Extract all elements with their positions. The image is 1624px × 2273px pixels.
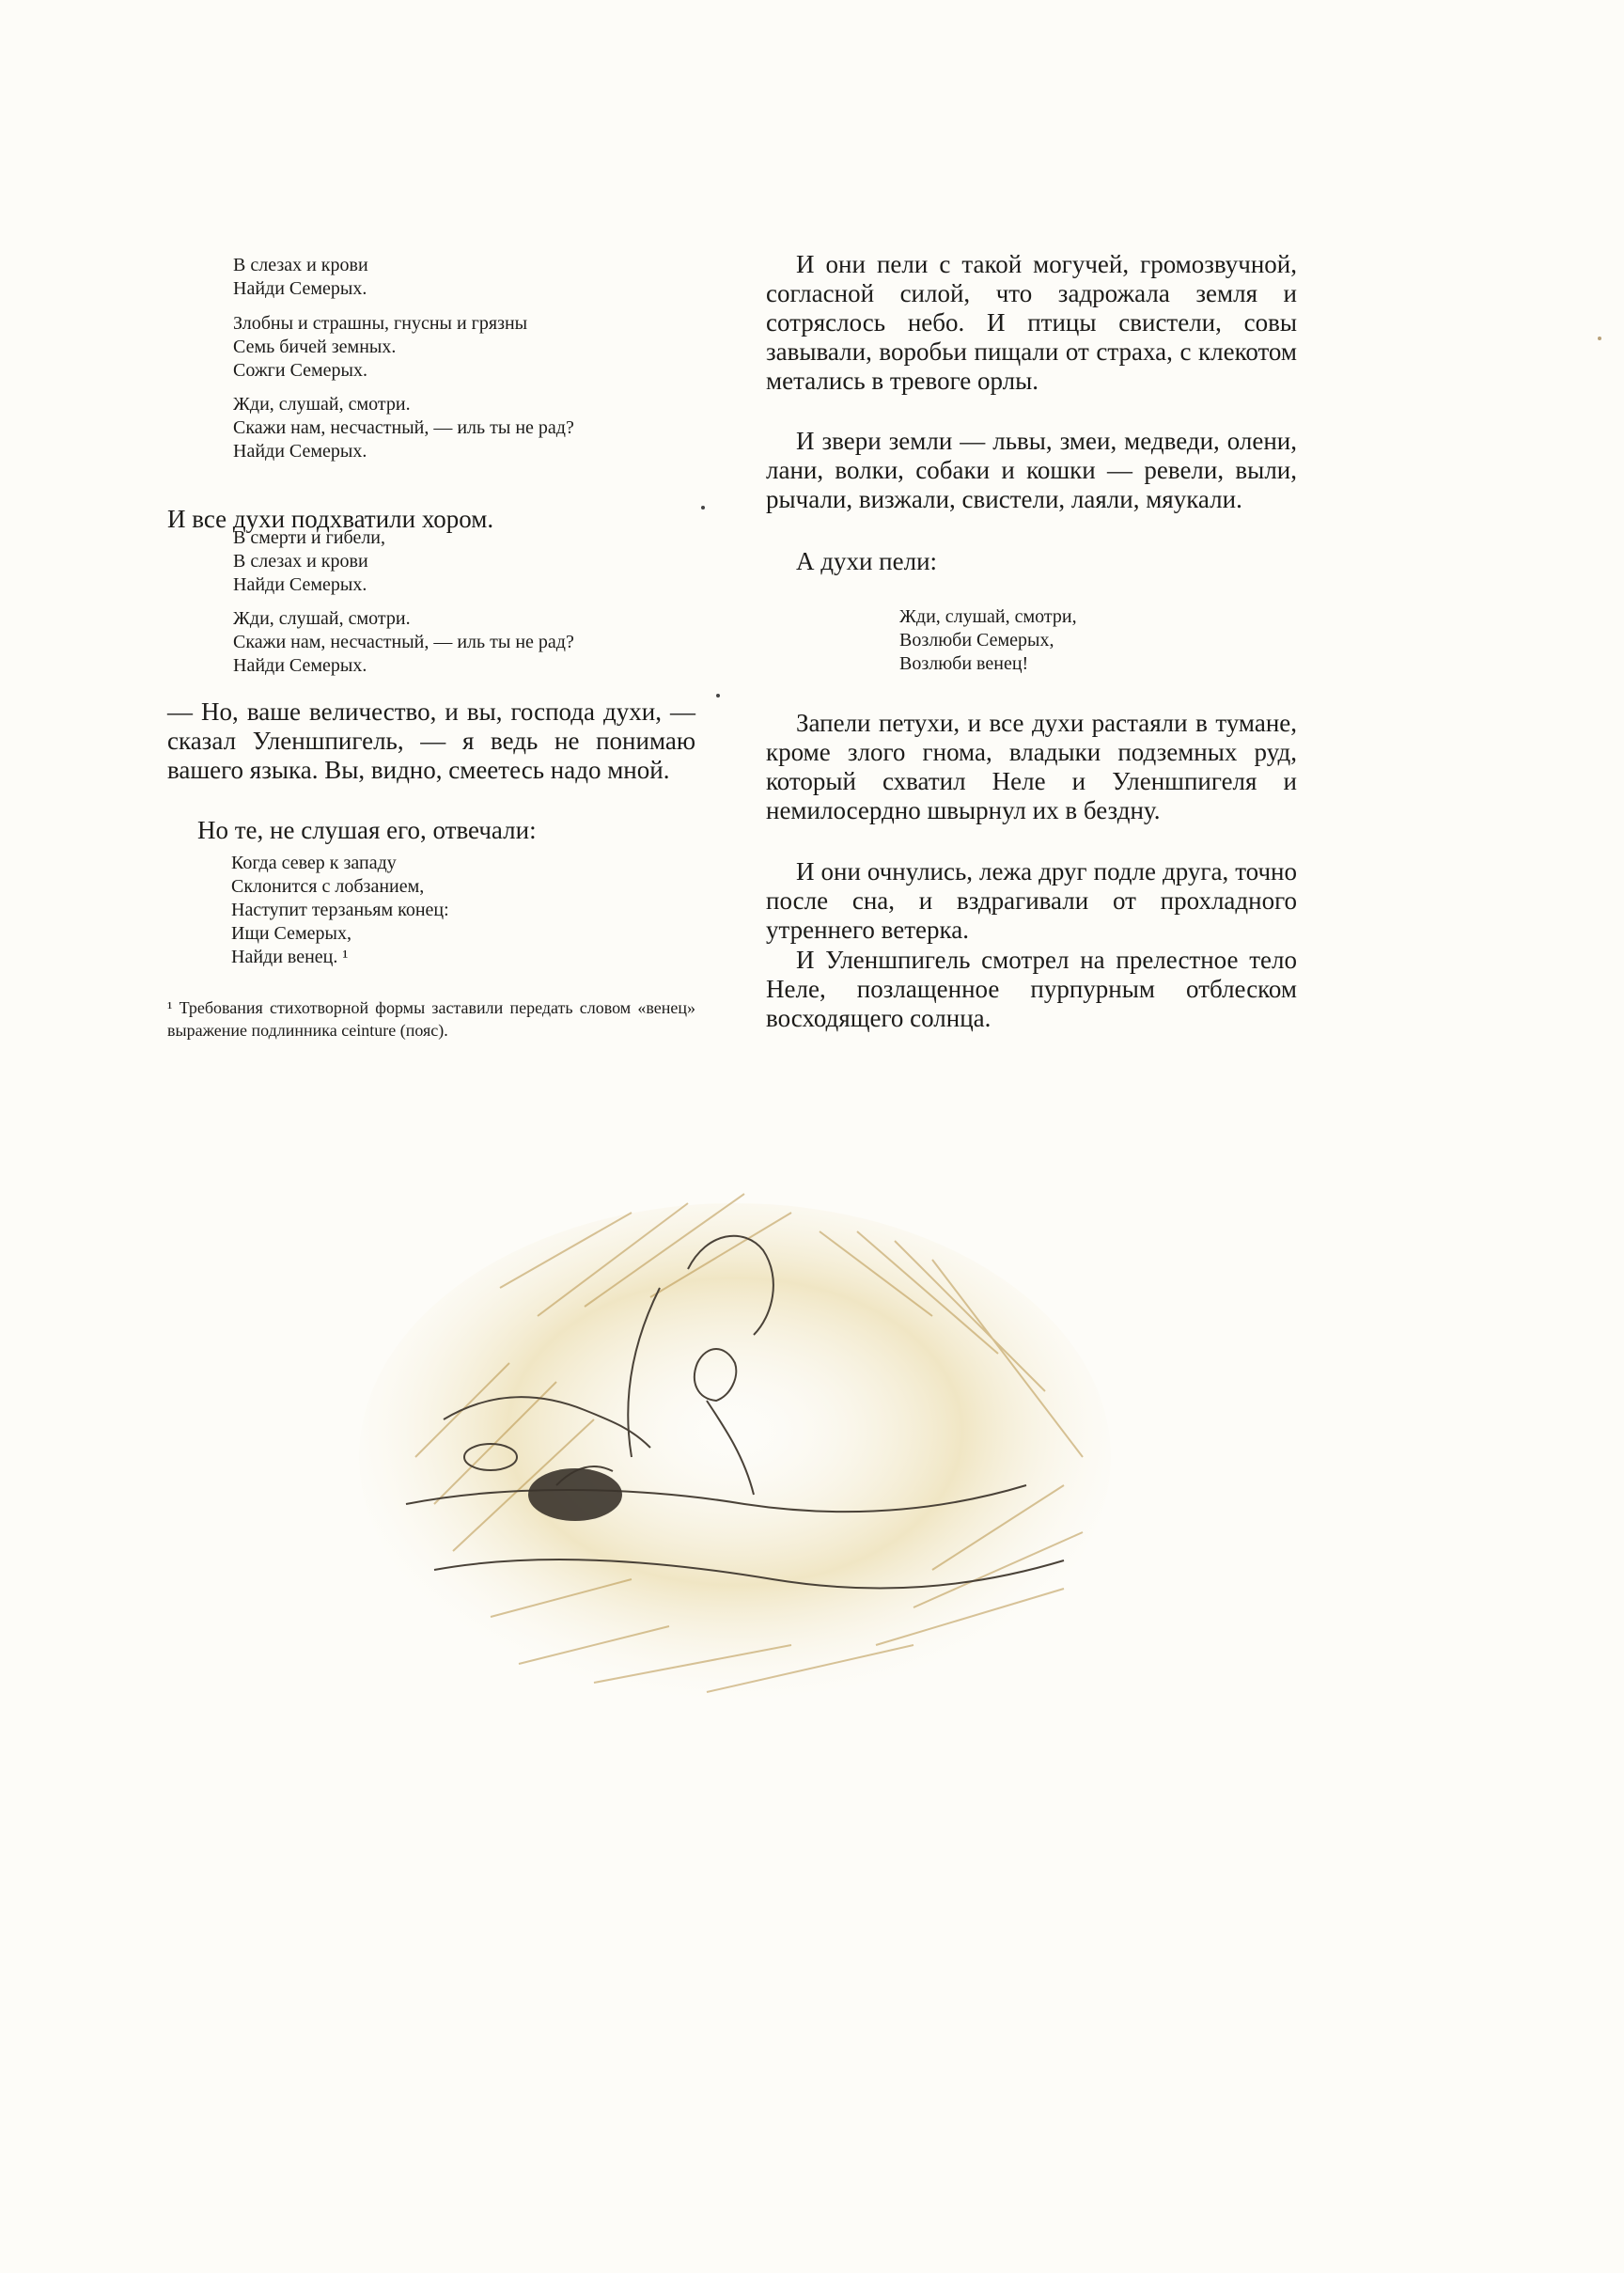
paragraph-beasts: И звери земли — львы, змеи, медведи, олени, лани, волки, собаки и кошки — ревели, выли, рычали, визжали, свистели, лаяли, мяукали. xyxy=(766,427,1297,513)
verse-line: Найди Семерых. xyxy=(233,655,367,676)
verse-line: Склонится с лобзанием, xyxy=(231,876,425,897)
verse-line: Найди венец. ¹ xyxy=(231,947,349,967)
paragraph-singing: И они пели с такой могучей, громозвучной, согласной силой, что задрожала земля и сотряслось небо. И птицы свистели, совы завывали, воробьи пищали от страха, с клекотом метались в тревоге орлы. xyxy=(766,250,1297,395)
verse-line: В слезах и крови xyxy=(233,255,368,275)
verse-line: Злобны и страшны, гнусны и грязны xyxy=(233,313,528,334)
verse-line: Жди, слушай, смотри, xyxy=(899,606,1077,627)
footnote: ¹ Требования стихотворной формы заставили передать словом «венец» выражение подлинника ceinture (пояс). xyxy=(167,998,695,1040)
ink-speck xyxy=(716,694,720,698)
verse-line: Возлюби Семерых, xyxy=(899,630,1054,651)
verse-line: Возлюби венец! xyxy=(899,653,1029,674)
verse-block-6 xyxy=(231,852,449,969)
paragraph-dawn: И Уленшпигель смотрел на прелестное тело Неле, позлащенное пурпурным отблеском восходящего солнца. xyxy=(766,946,1297,1032)
spirits-answer-paragraph: Но те, не слушая его, отвечали: xyxy=(197,816,537,844)
verse-line: Скажи нам, несчастный, — иль ты не рад? xyxy=(233,417,574,438)
paragraph-roosters: Запели петухи, и все духи растаяли в тумане, кроме злого гнома, владыки подземных руд, который схватил Неле и Уленшпигеля и немилосердно швырнул их в бездну. xyxy=(766,709,1297,824)
verse-block-2 xyxy=(233,312,527,383)
chorus-intro: И все духи подхватили хором. xyxy=(167,505,494,533)
ochre-wash xyxy=(359,1203,1111,1711)
verse-line: Жди, слушай, смотри. xyxy=(233,394,411,415)
verse-line: Семь бичей земных. xyxy=(233,337,397,357)
verse-line: Найди Семерых. xyxy=(233,278,367,299)
verse-block-4 xyxy=(233,526,385,597)
dark-hair-shape xyxy=(528,1468,622,1521)
verse-block-3 xyxy=(233,393,574,463)
illustration-sleeping-couple xyxy=(350,1175,1120,1730)
paragraph-awakening: И они очнулись, лежа друг подле друга, точно после сна, и вздрагивали от прохладного утреннего ветерка. xyxy=(766,857,1297,944)
verse-line: Найди Семерых. xyxy=(233,574,367,595)
verse-block-1 xyxy=(233,254,368,301)
verse-line: Сожги Семерых. xyxy=(233,360,367,381)
verse-block-5 xyxy=(233,607,574,678)
ink-speck xyxy=(1598,337,1601,340)
verse-line: В слезах и крови xyxy=(233,551,368,572)
verse-line: Наступит терзаньям конец: xyxy=(231,900,449,920)
verse-block-right xyxy=(899,605,1077,676)
verse-line: Жди, слушай, смотри. xyxy=(233,608,411,629)
verse-line: Скажи нам, несчастный, — иль ты не рад? xyxy=(233,632,574,652)
ink-speck xyxy=(701,506,705,509)
verse-line: В смерти и гибели, xyxy=(233,527,386,548)
verse-line: Ищи Семерых, xyxy=(231,923,351,944)
verse-line: Найди Семерых. xyxy=(233,441,367,462)
paragraph-spirits-sang: А духи пели: xyxy=(796,547,938,575)
ulen-speech-paragraph: — Но, ваше величество, и вы, господа духи, — сказал Уленшпигель, — я ведь не понимаю вашего языка. Вы, видно, смеетесь надо мной. xyxy=(167,698,695,784)
verse-line: Когда север к западу xyxy=(231,853,397,873)
